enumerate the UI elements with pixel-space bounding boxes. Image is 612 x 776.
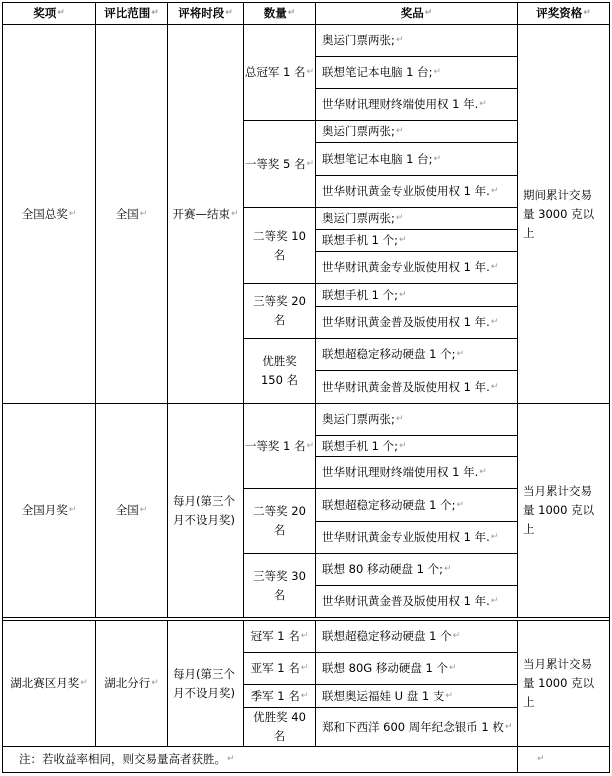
paragraph-mark-icon: ↵ — [433, 67, 442, 77]
note-empty-cell — [518, 747, 609, 772]
paragraph-mark-icon: ↵ — [395, 35, 404, 45]
group-1-qualification — [518, 25, 609, 403]
header-qualification — [518, 3, 609, 24]
paragraph-mark-icon: ↵ — [490, 262, 499, 272]
prize-text: 世华财讯黄金专业版使用权 1 年. — [322, 530, 490, 544]
prize-text: 联想奥运福娃 U 盘 1 支 — [322, 688, 445, 703]
paragraph-mark-icon: ↵ — [399, 289, 407, 300]
prize-item — [316, 436, 517, 456]
header-qualification-label: 评奖资格 — [536, 6, 583, 20]
paragraph-mark-icon: ↵ — [300, 690, 309, 701]
note-cell — [3, 747, 517, 772]
paragraph-mark-icon: ↵ — [490, 317, 499, 327]
paragraph-mark-icon: ↵ — [151, 678, 159, 688]
paragraph-mark-icon: ↵ — [504, 721, 513, 732]
prize-item — [316, 230, 517, 251]
paragraph-mark-icon: ↵ — [490, 532, 499, 542]
prize-text: 联想超稳定移动硬盘 1 个; — [322, 497, 456, 512]
prize-item — [316, 522, 517, 553]
paragraph-mark-icon: ↵ — [395, 126, 404, 136]
paragraph-mark-icon: ↵ — [139, 505, 148, 515]
paragraph-mark-icon: ↵ — [151, 8, 159, 18]
quantity-text: 季军 1 名 — [250, 688, 300, 703]
scope-name: 全国 — [115, 206, 139, 221]
quantity-text: 优胜奖 150 名 — [260, 354, 299, 387]
prize-item — [316, 25, 517, 56]
prize-text: 联想 80 移动硬盘 1 个; — [322, 562, 443, 576]
paragraph-mark-icon: ↵ — [490, 596, 499, 606]
tier-quantity — [244, 25, 315, 120]
tier-quantity — [244, 284, 315, 338]
qualification-text: 当月累计交易量 1000 克以上 — [523, 657, 595, 709]
paragraph-mark-icon: ↵ — [80, 678, 88, 688]
paragraph-mark-icon: ↵ — [399, 235, 407, 245]
paragraph-mark-icon: ↵ — [68, 505, 77, 515]
paragraph-mark-icon: ↵ — [479, 467, 487, 477]
prize-item — [316, 89, 517, 120]
prize-item — [316, 143, 517, 175]
paragraph-mark-icon: ↵ — [227, 754, 235, 764]
paragraph-mark-icon: ↵ — [300, 631, 309, 641]
paragraph-mark-icon: ↵ — [433, 153, 442, 164]
tier-quantity — [244, 339, 315, 403]
period-text: 开赛—结束 — [172, 206, 230, 221]
header-period — [168, 3, 243, 24]
qualification-text: 当月累计交易量 1000 克以上 — [523, 484, 595, 536]
header-quantity — [244, 3, 315, 24]
paragraph-mark-icon: ↵ — [448, 663, 457, 673]
tier-quantity — [244, 489, 315, 553]
prize-item — [316, 708, 517, 746]
prize-item — [316, 339, 517, 370]
quantity-text: 三等奖 30 名 — [253, 568, 306, 602]
prize-text: 奥运门票两张; — [322, 412, 395, 426]
tier-quantity — [244, 685, 315, 707]
paragraph-mark-icon: ↵ — [230, 208, 239, 219]
quantity-text: 二等奖 20 名 — [253, 504, 306, 537]
paragraph-mark-icon: ↵ — [225, 8, 233, 18]
quantity-text: 优胜奖 40 名 — [253, 710, 306, 743]
prize-item — [316, 685, 517, 707]
scope-name: 全国 — [115, 503, 139, 517]
prize-text: 世华财讯黄金普及版使用权 1 年. — [322, 379, 490, 394]
paragraph-mark-icon: ↵ — [443, 564, 452, 574]
period-text: 每月(第三个月不设月奖) — [173, 666, 235, 700]
group-3-scope — [96, 621, 167, 746]
prize-item — [316, 252, 517, 283]
group-3-award — [3, 621, 95, 746]
paragraph-mark-icon: ↵ — [424, 8, 433, 18]
paragraph-mark-icon: ↵ — [479, 99, 487, 109]
header-scope-label: 评比范围 — [104, 6, 151, 20]
prize-item — [316, 208, 517, 229]
prize-text: 奥运门票两张; — [322, 211, 395, 225]
prize-text: 世华财讯黄金专业版使用权 1 年. — [322, 260, 490, 274]
group-2-award — [3, 404, 95, 617]
quantity-text: 冠军 1 名 — [250, 629, 300, 643]
header-prize-label: 奖品 — [400, 6, 424, 20]
header-quantity-label: 数量 — [263, 6, 287, 20]
header-award-label: 奖项 — [33, 6, 57, 20]
prize-item — [316, 586, 517, 617]
group-3-period — [168, 621, 243, 746]
paragraph-mark-icon: ↵ — [68, 208, 77, 219]
tier-quantity — [244, 708, 315, 746]
paragraph-mark-icon: ↵ — [287, 8, 296, 18]
group-gap — [3, 618, 609, 620]
group-3-qualification — [518, 621, 609, 746]
prize-text: 世华财讯黄金普及版使用权 1 年. — [322, 594, 490, 608]
tier-quantity — [244, 554, 315, 617]
prize-text: 联想手机 1 个; — [322, 438, 399, 453]
paragraph-mark-icon: ↵ — [456, 499, 465, 510]
prize-text: 联想超稳定移动硬盘 1 个; — [322, 347, 456, 361]
paragraph-mark-icon: ↵ — [583, 8, 591, 18]
prize-text: 世华财讯黄金专业版使用权 1 年. — [322, 184, 490, 198]
group-2-scope — [96, 404, 167, 617]
award-name: 全国总奖 — [21, 206, 68, 221]
group-1-period — [168, 25, 243, 403]
prize-item — [316, 284, 517, 306]
prize-text: 郑和下西洋 600 周年纪念银币 1 枚 — [322, 719, 504, 734]
prize-item — [316, 653, 517, 684]
quantity-text: 一等奖 5 名 — [244, 156, 306, 171]
prize-item — [316, 457, 517, 488]
prize-item — [316, 404, 517, 435]
group-2-period — [168, 404, 243, 617]
paragraph-mark-icon: ↵ — [395, 213, 404, 223]
table-border-right — [609, 2, 610, 773]
prize-text: 奥运门票两张; — [322, 33, 395, 47]
qualification-text: 期间累计交易量 3000 克以上 — [523, 187, 595, 240]
quantity-text: 总冠军 1 名 — [244, 65, 306, 79]
paragraph-mark-icon: ↵ — [139, 208, 148, 219]
prize-item — [316, 121, 517, 142]
tier-quantity — [244, 653, 315, 684]
prize-text: 联想超稳定移动硬盘 1 个 — [322, 629, 452, 643]
period-text: 每月(第三个月不设月奖) — [173, 493, 235, 527]
paragraph-mark-icon: ↵ — [395, 414, 404, 424]
prize-text: 奥运门票两张; — [322, 124, 395, 138]
quantity-text: 亚军 1 名 — [250, 661, 300, 675]
paragraph-mark-icon: ↵ — [57, 8, 65, 18]
prize-item — [316, 176, 517, 207]
tier-quantity — [244, 121, 315, 207]
prize-item — [316, 554, 517, 585]
header-award — [3, 3, 95, 24]
paragraph-mark-icon: ↵ — [306, 67, 315, 77]
award-name: 湖北赛区月奖 — [10, 676, 80, 690]
prize-item — [316, 621, 517, 652]
scope-name: 湖北分行 — [104, 676, 151, 690]
prize-item — [316, 489, 517, 521]
prize-text: 世华财讯理财终端使用权 1 年. — [322, 97, 479, 111]
prize-text: 联想手机 1 个; — [322, 233, 399, 247]
prize-text: 联想 80G 移动硬盘 1 个 — [322, 661, 448, 675]
paragraph-mark-icon: ↵ — [445, 690, 453, 701]
group-2-qualification — [518, 404, 609, 617]
quantity-text: 二等奖 10 名 — [253, 228, 306, 262]
prize-item — [316, 307, 517, 338]
quantity-text: 三等奖 20 名 — [253, 294, 306, 327]
paragraph-mark-icon: ↵ — [300, 663, 309, 673]
prize-text: 联想笔记本电脑 1 台; — [322, 151, 433, 166]
paragraph-mark-icon: ↵ — [456, 349, 465, 359]
header-prize — [316, 3, 517, 24]
paragraph-mark-icon: ↵ — [490, 381, 499, 392]
prize-text: 世华财讯黄金普及版使用权 1 年. — [322, 315, 490, 329]
paragraph-mark-icon: ↵ — [399, 440, 407, 451]
paragraph-mark-icon: ↵ — [306, 440, 315, 451]
tier-quantity — [244, 208, 315, 283]
group-1-scope — [96, 25, 167, 403]
paragraph-mark-icon: ↵ — [452, 631, 461, 641]
prize-item — [316, 371, 517, 403]
paragraph-mark-icon: ↵ — [306, 158, 315, 169]
award-name: 全国月奖 — [21, 503, 68, 517]
tier-quantity — [244, 621, 315, 652]
header-period-label: 评将时段 — [178, 6, 225, 20]
paragraph-mark-icon: ↵ — [490, 186, 499, 196]
header-scope — [96, 3, 167, 24]
prize-item — [316, 57, 517, 88]
prize-text: 联想手机 1 个; — [322, 287, 399, 302]
quantity-text: 一等奖 1 名 — [244, 438, 306, 453]
prize-text: 联想笔记本电脑 1 台; — [322, 65, 433, 79]
paragraph-mark-icon: ↵ — [537, 754, 545, 764]
note-text: 注：若收益率相同，则交易量高者获胜。 — [19, 752, 226, 766]
table-border-bottom — [2, 772, 610, 773]
prize-text: 世华财讯理财终端使用权 1 年. — [322, 465, 479, 479]
group-1-award — [3, 25, 95, 403]
tier-quantity — [244, 404, 315, 488]
